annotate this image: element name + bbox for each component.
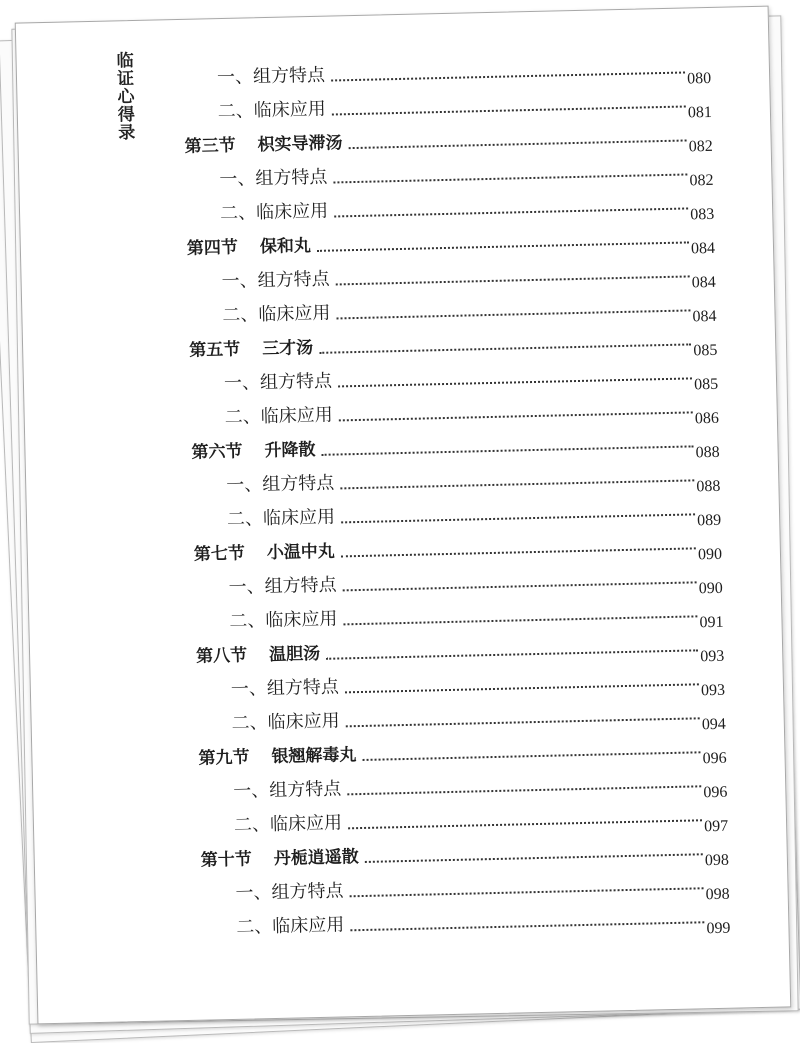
toc-item-title: 一、组方特点 [228,574,337,598]
page-number: 085 [693,375,719,394]
section-label: 第八节 [195,645,248,667]
toc-item-title: 二、临床应用 [231,710,340,734]
dot-leader [350,920,704,931]
section-name: 丹栀逍遥散 [273,847,359,870]
toc-item-title: 一、组方特点 [235,880,344,904]
toc-item-title: 一、组方特点 [221,268,330,293]
section-name: 温胆汤 [268,643,321,666]
toc-item-title: 二、临床应用 [219,200,329,225]
page-number: 093 [700,647,725,666]
page-number: 090 [697,545,723,564]
section-name: 枳实导滞汤 [257,133,343,156]
page-number: 096 [703,783,728,802]
page-number: 089 [697,511,722,530]
toc-section-title [191,439,321,464]
page-number: 088 [696,477,721,496]
section-label: 第四节 [186,237,239,259]
toc-section-title [189,337,319,362]
toc-item-title: 一、组方特点 [230,676,340,700]
toc-section-title [187,235,317,260]
toc-section-title [196,643,326,668]
toc-item-title: 二、临床应用 [217,98,327,123]
page-number: 090 [698,579,723,598]
page-number: 084 [691,273,716,292]
page-number: 086 [694,409,720,428]
page-number: 082 [689,171,714,190]
page-number: 083 [690,205,715,224]
toc-item-title: 一、组方特点 [226,472,335,496]
page-number: 096 [702,749,727,768]
toc-item-title: 二、临床应用 [236,914,345,938]
section-name: 银翘解毒丸 [271,745,357,768]
page-number: 080 [686,69,712,88]
toc-item-title: 二、临床应用 [233,812,343,836]
section-name: 小温中丸 [266,541,336,564]
section-name: 保和丸 [259,236,312,258]
page-number: 097 [703,817,729,836]
page-number: 082 [688,137,713,156]
page-number: 093 [700,681,726,700]
page-number: 099 [706,919,731,938]
section-label: 第五节 [188,339,241,361]
page-number: 085 [693,341,718,360]
page-number: 088 [695,443,720,462]
section-label: 第七节 [193,543,246,565]
page-number: 098 [704,851,730,870]
toc-item-title: 二、临床应用 [226,506,336,530]
toc-item-title: 一、组方特点 [219,166,328,191]
toc-item-title: 二、临床应用 [224,404,333,429]
toc-item-title: 一、组方特点 [232,778,342,802]
section-label: 第六节 [191,441,243,463]
toc-item-title: 二、临床应用 [229,608,338,632]
page-number: 084 [690,239,716,258]
section-name: 三才汤 [261,337,314,360]
section-label: 第十节 [200,849,253,871]
toc-item-title: 一、组方特点 [216,64,326,89]
page-number: 084 [692,307,717,326]
running-head: 临证心得录 [112,51,135,142]
page-number: 081 [687,103,713,122]
page-number: 091 [699,613,724,632]
page-number: 094 [701,715,727,734]
section-label: 第九节 [198,747,250,769]
toc-item-title: 一、组方特点 [223,370,333,395]
section-name: 升降散 [264,439,316,462]
section-label: 第三节 [184,135,236,157]
page-number: 098 [705,885,730,904]
toc-page [15,6,792,1025]
table-of-contents [17,43,789,944]
toc-item-title: 二、临床应用 [222,302,331,327]
